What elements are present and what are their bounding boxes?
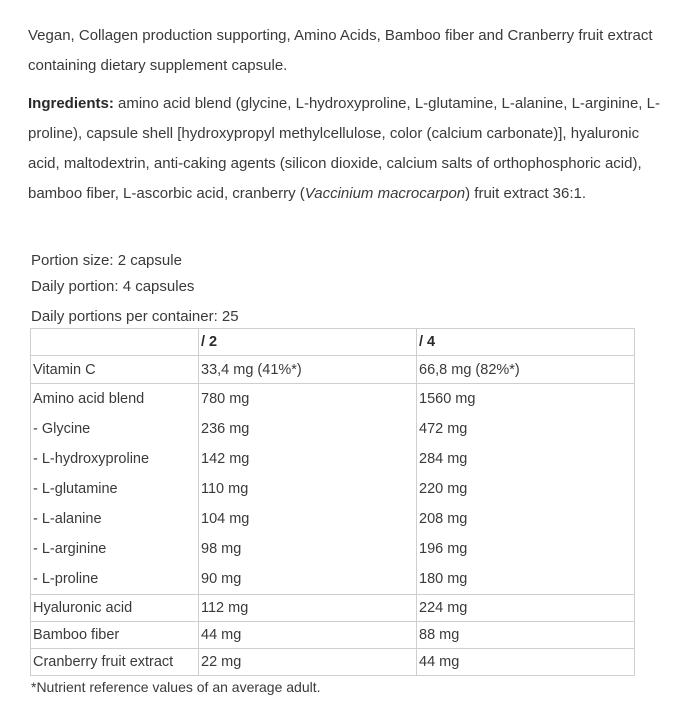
table-row xyxy=(31,595,635,622)
table-row xyxy=(31,414,635,444)
table-row xyxy=(31,444,635,474)
amount-per-4: 66,8 mg (82%*) xyxy=(417,356,635,384)
amount-per-2: 780 mg xyxy=(199,384,417,415)
amount-per-4: 472 mg xyxy=(417,414,635,444)
nutrient-name: - L-glutamine xyxy=(31,474,199,504)
nutrient-name: Cranberry fruit extract xyxy=(31,649,199,676)
amount-per-2: 236 mg xyxy=(199,414,417,444)
table-row xyxy=(31,649,635,676)
amount-per-2: 98 mg xyxy=(199,534,417,564)
nutrient-name: Hyaluronic acid xyxy=(31,595,199,622)
amount-per-2: 110 mg xyxy=(199,474,417,504)
nutrition-table xyxy=(30,328,635,676)
amount-per-2: 142 mg xyxy=(199,444,417,474)
amount-per-2: 90 mg xyxy=(199,564,417,595)
amount-per-2: 44 mg xyxy=(199,622,417,649)
table-header-cell xyxy=(31,329,199,356)
ingredients-latin-name: Vaccinium macrocarpon xyxy=(304,185,466,202)
product-description: Vegan, Collagen production supporting, Amino Acids, Bamboo fiber and Cranberry fruit extract containing dietary supplement capsule. xyxy=(28,27,653,74)
table-header-cell: / 2 xyxy=(199,329,417,356)
amount-per-4: 224 mg xyxy=(417,595,635,622)
amount-per-4: 220 mg xyxy=(417,474,635,504)
amount-per-2: 22 mg xyxy=(199,649,417,676)
nutrient-name: - Glycine xyxy=(31,414,199,444)
portions-per-container: Daily portions per container: 25 xyxy=(31,308,239,325)
table-row xyxy=(31,504,635,534)
amount-per-4: 88 mg xyxy=(417,622,635,649)
nutrient-name: - L-hydroxyproline xyxy=(31,444,199,474)
ingredients-text-end: ) fruit extract 36:1. xyxy=(465,185,587,202)
amount-per-4: 208 mg xyxy=(417,504,635,534)
amount-per-2: 33,4 mg (41%*) xyxy=(199,356,417,384)
amount-per-2: 112 mg xyxy=(199,595,417,622)
amount-per-4: 44 mg xyxy=(417,649,635,676)
ingredients-paragraph xyxy=(28,89,668,209)
table-row xyxy=(31,534,635,564)
table-row xyxy=(31,474,635,504)
nutrient-name: Amino acid blend xyxy=(31,384,199,415)
amount-per-2: 104 mg xyxy=(199,504,417,534)
amount-per-4: 180 mg xyxy=(417,564,635,595)
amount-per-4: 1560 mg xyxy=(417,384,635,415)
daily-portion: Daily portion: 4 capsules xyxy=(31,278,195,295)
amount-per-4: 284 mg xyxy=(417,444,635,474)
footnote: *Nutrient reference values of an average adult. xyxy=(31,679,321,695)
nutrient-name: Vitamin C xyxy=(31,356,199,384)
table-row xyxy=(31,622,635,649)
table-row xyxy=(31,564,635,595)
nutrient-name: - L-alanine xyxy=(31,504,199,534)
table-header-row xyxy=(31,329,635,356)
ingredients-label: Ingredients: xyxy=(28,95,114,112)
nutrient-name: - L-proline xyxy=(31,564,199,595)
nutrient-name: - L-arginine xyxy=(31,534,199,564)
table-header-cell: / 4 xyxy=(417,329,635,356)
portion-size: Portion size: 2 capsule xyxy=(31,252,182,269)
table-row xyxy=(31,356,635,384)
table-row xyxy=(31,384,635,415)
amount-per-4: 196 mg xyxy=(417,534,635,564)
ingredients-text: amino acid blend (glycine, L-hydroxyproline, L-glutamine, L-alanine, L-arginine, L-proline), capsule shell [hydroxypropyl methylcellulose, color (calcium carbonate)], hyaluronic acid, maltodextrin, anti-caking agents (silicon dioxide, calcium salts of orthophosphoric acid), bamboo fiber, L-ascorbic acid, cranberry ( xyxy=(28,95,660,202)
nutrient-name: Bamboo fiber xyxy=(31,622,199,649)
